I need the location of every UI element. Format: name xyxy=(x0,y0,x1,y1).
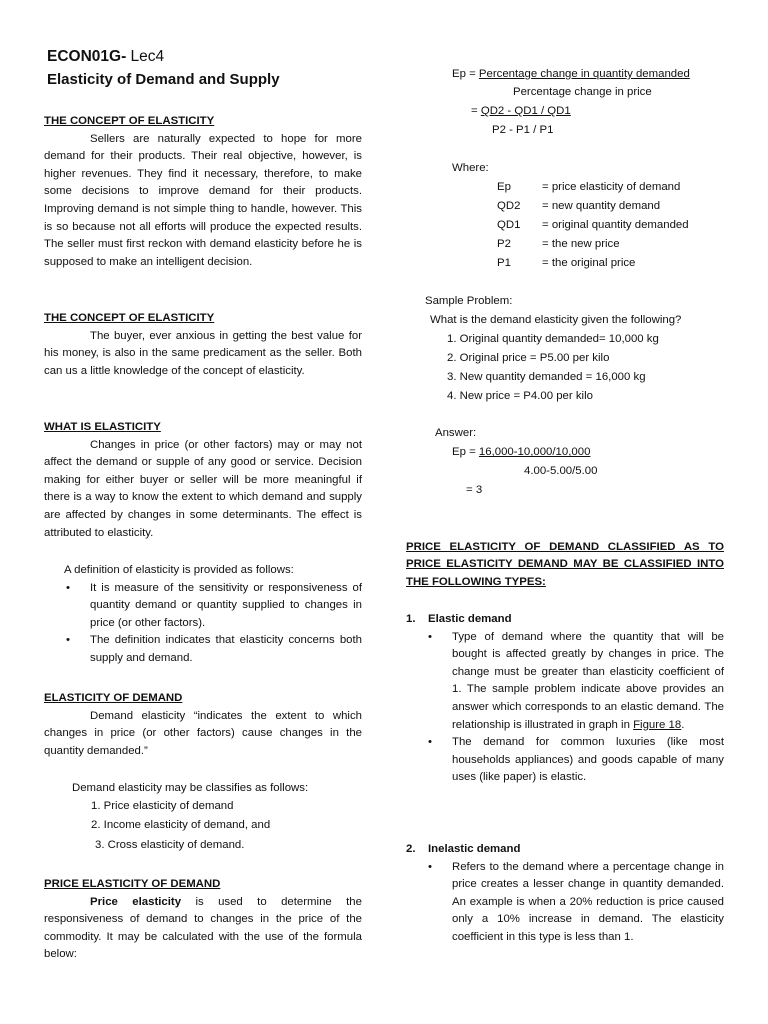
left-section-2 xyxy=(44,310,362,380)
elastic-bullet: • The demand for common luxuries (like most households appliances) and goods capable of many uses (like paper) is elastic. xyxy=(428,736,724,784)
sample-item: 1. Original quantity demanded= 10,000 kg xyxy=(447,333,659,345)
classification-intro: Demand elasticity may be classifies as follows: xyxy=(72,782,309,794)
formula-numerator: Percentage change in quantity demanded xyxy=(478,68,690,80)
answer-numerator: 16,000-10,000/10,000 xyxy=(478,446,591,458)
formula-denominator-2: P2 - P1 / P1 xyxy=(492,124,554,136)
section-body-elasticity-demand: Demand elasticity “indicates the extent to which changes in price (or other factors) cause changes in the quantity demanded.” xyxy=(44,709,362,757)
where-symbol: Ep xyxy=(497,181,511,193)
formula-line-2: = QD2 - QD1 / QD1 xyxy=(471,105,571,117)
definition-bullet: • The definition indicates that elasticity concerns both supply and demand. xyxy=(66,634,362,664)
section-heading-what-is: WHAT IS ELASTICITY xyxy=(44,421,161,433)
section-heading-concept-2: THE CONCEPT OF ELASTICITY xyxy=(44,312,215,324)
bullet-icon: • xyxy=(66,581,70,594)
answer-result: = 3 xyxy=(466,484,483,496)
left-section-4 xyxy=(44,690,362,760)
course-code: ECON01G- xyxy=(47,48,127,65)
section-body-price-elasticity: Price elasticity is used to determine the responsiveness of demand to changes in the price of the commodity. It may be calculated with the use of the formula below: xyxy=(44,895,362,961)
formula-numerator-2: QD2 - QD1 / QD1 xyxy=(480,105,571,117)
page-title: Elasticity of Demand and Supply xyxy=(47,71,280,88)
classification-block xyxy=(44,780,362,854)
definition-block xyxy=(44,562,362,668)
sample-question: What is the demand elasticity given the following? xyxy=(430,314,682,326)
inelastic-demand-title: 2. Inelastic demand xyxy=(406,843,521,855)
where-definition: = original quantity demanded xyxy=(542,219,689,231)
sample-label: Sample Problem: xyxy=(425,295,513,307)
where-definition: = price elasticity of demand xyxy=(542,181,681,193)
section-body-concept-1: Sellers are naturally expected to hope for more demand for their products. Their real objective, however, is higher revenues. They find it necessary, therefore, to make some decisions to improve demand for their products. Improving demand is not simple thing to handle, however. This is so because not all efforts will produce the expected results. The seller must first reckon with demand elasticity before he is supposed to make an intelligent decision. xyxy=(44,132,362,268)
formula-denominator: Percentage change in price xyxy=(513,86,652,98)
where-symbol: QD2 xyxy=(497,200,521,212)
definition-bullet: • It is measure of the sensitivity or responsiveness of quantity demand or quantity supplied to changes in price (or other factors). xyxy=(66,581,362,629)
elastic-demand-block xyxy=(406,611,724,787)
inelastic-demand-block xyxy=(406,841,724,947)
answer-label: Answer: xyxy=(435,427,477,439)
section-heading-price-elasticity: PRICE ELASTICITY OF DEMAND xyxy=(44,878,221,890)
definition-intro: A definition of elasticity is provided as follows: xyxy=(64,564,294,576)
lecture-number: Lec4 xyxy=(126,48,165,65)
section-heading-concept-1: THE CONCEPT OF ELASTICITY xyxy=(44,115,215,127)
elastic-demand-title: 1. Elastic demand xyxy=(406,613,512,625)
classification-item: 1. Price elasticity of demand xyxy=(91,799,234,812)
elastic-bullet: • Type of demand where the quantity that will be bought is affected greatly by changes in price. The change must be greater than elasticity coefficient of 1. The sample problem indicate above provides an answer which corresponds to an elastic demand. The relationship is illustrated in graph in Figure 18. xyxy=(428,630,724,731)
left-section-3 xyxy=(44,419,362,542)
where-definition: = the new price xyxy=(542,238,620,250)
doc-header xyxy=(47,48,164,66)
sample-item: 3. New quantity demanded = 16,000 kg xyxy=(447,371,646,383)
classification-item: 2. Income elasticity of demand, and xyxy=(91,819,271,832)
sample-item: 2. Original price = P5.00 per kilo xyxy=(447,352,610,364)
section-body-what-is: Changes in price (or other factors) may or may not affect the demand or supple of any good or service. Decision making for either buyer or seller will be more meaningful if there is a way to know the extent to which demand and supply are affected by changes in some determinants. The effect is attributed to elasticity. xyxy=(44,438,362,539)
where-definition: = new quantity demand xyxy=(542,200,661,212)
inelastic-bullet: • Refers to the demand where a percentage change in price creates a lesser change in quantity demanded. An example is when a 20% reduction is price caused only a 10% increase in demand. The elasticity coefficient in this type is less than 1. xyxy=(428,860,724,943)
where-definition: = the original price xyxy=(542,257,636,269)
classification-heading: PRICE ELASTICITY OF DEMAND CLASSIFIED AS TO PRICE ELASTICITY DEMAND MAY BE CLASSIFIED INTO THE FOLLOWING TYPES: xyxy=(406,541,724,588)
bullet-icon: • xyxy=(428,630,432,643)
where-symbol: P1 xyxy=(497,257,511,269)
sample-item: 4. New price = P4.00 per kilo xyxy=(447,390,593,402)
where-symbol: QD1 xyxy=(497,219,521,231)
where-label: Where: xyxy=(452,162,489,174)
left-column xyxy=(44,113,362,271)
classification-heading-block xyxy=(406,539,724,591)
bullet-icon: • xyxy=(428,736,432,749)
bullet-icon: • xyxy=(428,860,432,873)
where-symbol: P2 xyxy=(497,238,511,250)
formula-line-1: Ep = Percentage change in quantity demanded xyxy=(452,68,690,80)
bullet-icon: • xyxy=(66,634,70,647)
section-body-concept-2: The buyer, ever anxious in getting the best value for his money, is also in the same predicament as the seller. Both can us a little knowledge of the concept of elasticity. xyxy=(44,329,362,377)
classification-item: 3. Cross elasticity of demand. xyxy=(95,838,245,851)
left-section-5 xyxy=(44,876,362,964)
figure-18-link[interactable]: Figure 18 xyxy=(633,718,682,731)
section-heading-elasticity-demand: ELASTICITY OF DEMAND xyxy=(44,692,183,704)
answer-line: Ep = 16,000-10,000/10,000 xyxy=(452,446,591,458)
answer-denominator: 4.00-5.00/5.00 xyxy=(524,465,598,477)
